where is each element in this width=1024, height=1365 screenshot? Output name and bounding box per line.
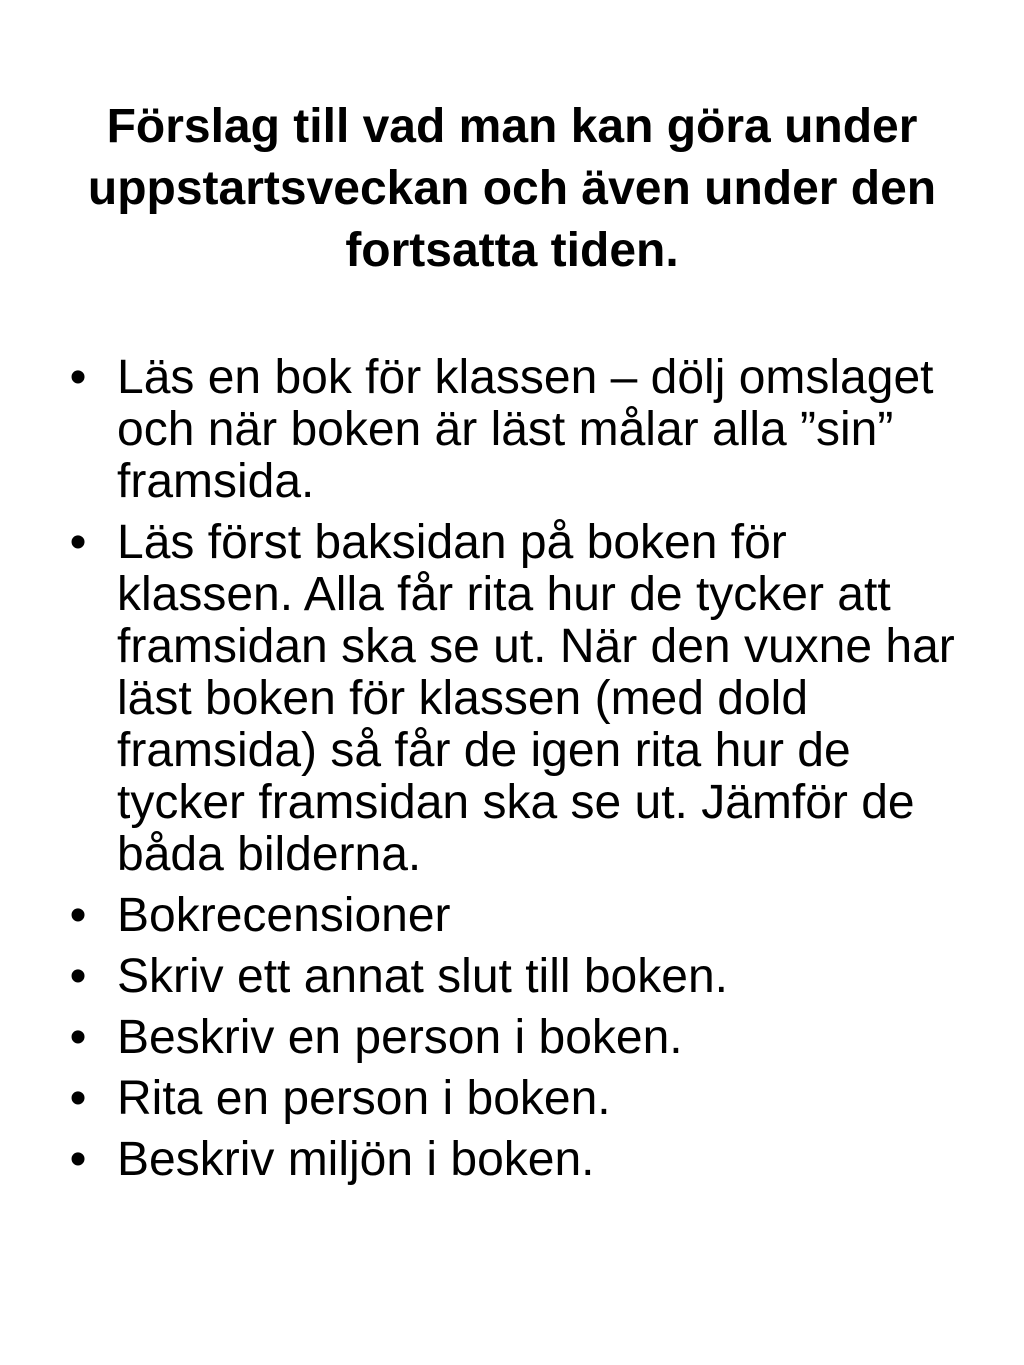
list-item: [58, 517, 958, 881]
list-item: [58, 890, 958, 942]
list-item-text: Beskriv miljön i boken.: [117, 1133, 595, 1186]
list-item-text: Rita en person i boken.: [117, 1072, 611, 1125]
list-item: [58, 352, 958, 508]
list-item: [58, 1012, 958, 1064]
list-item-text: Läs först baksidan på boken för klassen. Alla får rita hur de tycker att framsidan ska se ut. När den vuxne har läst boken för klassen (med dold framsida) så får de igen rita hur de tycker framsidan ska se ut. Jämför de båda bilderna.: [117, 516, 955, 881]
list-item: [58, 1134, 958, 1186]
list-item-text: Beskriv en person i boken.: [117, 1011, 683, 1064]
slide-title: Förslag till vad man kan göra under uppstartsveckan och även under den fortsatta tiden.: [87, 100, 937, 277]
list-item-text: Läs en bok för klassen – dölj omslaget och när boken är läst målar alla ”sin” framsida.: [117, 351, 934, 508]
list-item-text: Skriv ett annat slut till boken.: [117, 950, 728, 1003]
list-item-text: Bokrecensioner: [117, 889, 451, 942]
list-item: [58, 951, 958, 1003]
bullet-icon: •: [69, 950, 87, 1003]
bullet-icon: •: [69, 516, 87, 569]
bullet-icon: •: [69, 1133, 87, 1186]
bullet-list: [58, 352, 958, 1195]
bullet-icon: •: [69, 889, 87, 942]
bullet-icon: •: [69, 1072, 87, 1125]
list-item: [58, 1073, 958, 1125]
bullet-icon: •: [69, 351, 87, 404]
bullet-icon: •: [69, 1011, 87, 1064]
